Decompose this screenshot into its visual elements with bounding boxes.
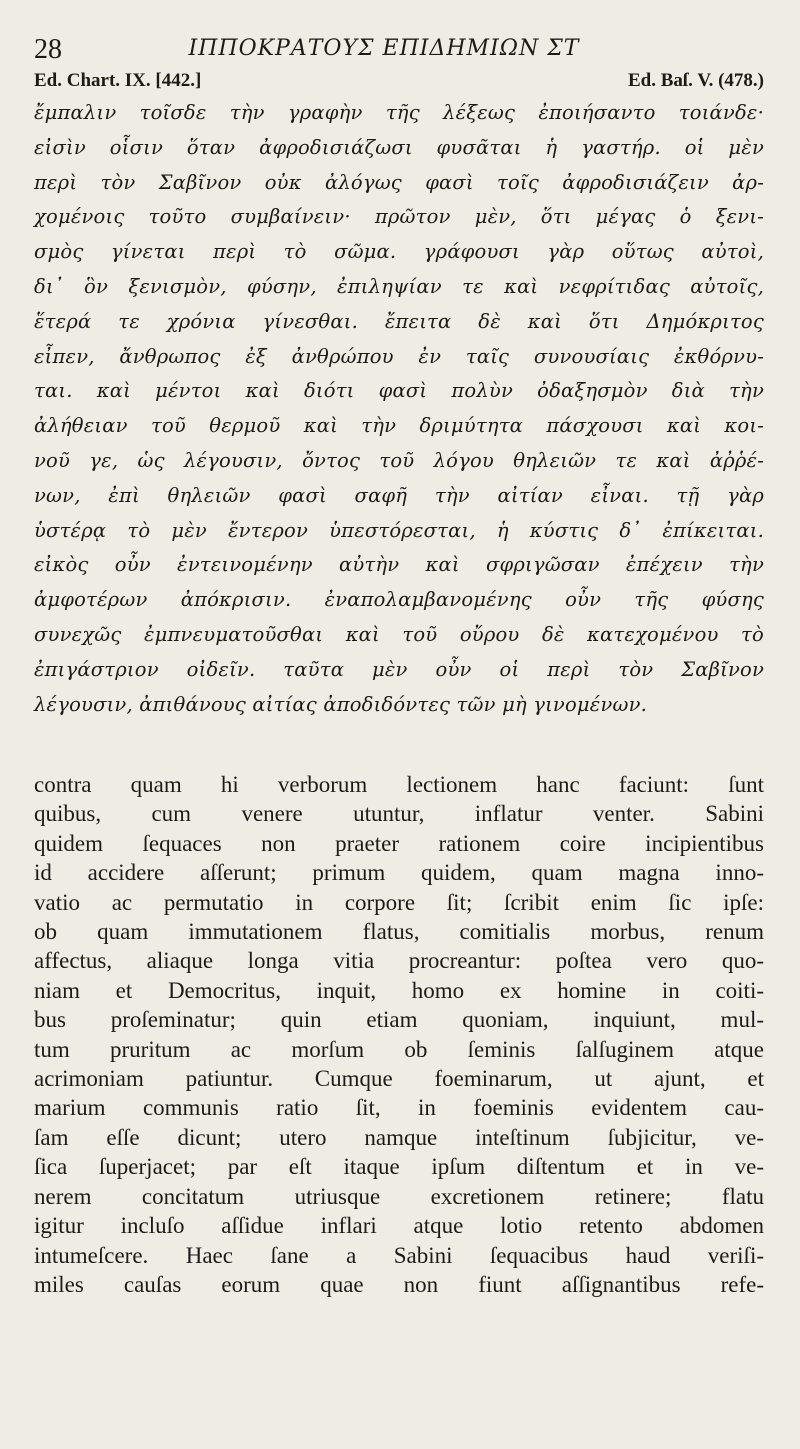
greek-line: νων, ἐπὶ θηλειῶν φασὶ σαφῆ τὴν αἰτίαν εἶναι. τῇ γὰρ xyxy=(34,483,764,507)
greek-line: εἰκὸς οὖν ἐντεινομένην αὐτὴν καὶ σφριγῶσαν ἐπέχειν τὴν xyxy=(34,553,764,577)
greek-line: δι᾽ ὃν ξενισμὸν, φύσην, ἐπιληψίαν τε καὶ νεφρίτιδας αὐτοῖς, xyxy=(34,274,764,298)
greek-text-block xyxy=(34,96,764,722)
latin-line: marium communis ratio ſit, in foeminis evidentem cau- xyxy=(34,1095,764,1121)
latin-line: ſica ſuperjacet; par eſt itaque ipſum diſtentum et in ve- xyxy=(34,1154,764,1180)
greek-line: ἔμπαλιν τοῖσδε τὴν γραφὴν τῆς λέξεως ἐποιήσαντο τοιάνδε· xyxy=(34,101,764,124)
edition-reference-chartier: Ed. Chart. IX. [442.] xyxy=(34,70,202,91)
latin-line: quidem ſequaces non praeter rationem coire incipientibus xyxy=(34,830,764,856)
latin-line: acrimoniam patiuntur. Cumque foeminarum, ut ajunt, et xyxy=(34,1066,764,1092)
greek-line: ται. καὶ μέντοι καὶ διότι φασὶ πολὺν ὀδαξησμὸν διὰ τὴν xyxy=(34,379,764,403)
greek-line: ἐπιγάστριον οἰδεῖν. ταῦτα μὲν οὖν οἱ περὶ τὸν Σαβῖνον xyxy=(34,657,764,681)
latin-line: bus proſeminatur; quin etiam quoniam, inquiunt, mul- xyxy=(34,1007,764,1033)
greek-line: λέγουσιν, ἀπιθάνους αἰτίας ἀποδιδόντες τῶν μὴ γινομένων. xyxy=(34,692,648,716)
latin-text-block xyxy=(34,770,764,1299)
latin-line: ſam eſſe dicunt; utero namque inteſtinum ſubjicitur, ve- xyxy=(34,1124,764,1150)
edition-reference-basel: Ed. Baſ. V. (478.) xyxy=(627,70,764,91)
greek-line: ἀλήθειαν τοῦ θερμοῦ καὶ τὴν δριμύτητα πάσχουσι καὶ κοι- xyxy=(34,414,764,438)
page-header xyxy=(34,34,764,68)
greek-line: εἰσὶν οἷσιν ὅταν ἀφροδισιάζωσι φυσᾶται ἡ γαστήρ. οἱ μὲν xyxy=(34,135,764,159)
latin-line: nerem concitatum utriusque excretionem retinere; flatu xyxy=(34,1183,764,1209)
greek-line: σμὸς γίνεται περὶ τὸ σῶμα. γράφουσι γὰρ οὕτως αὐτοὶ, xyxy=(34,240,764,264)
latin-line: igitur incluſo aſſidue inflari atque lotio retento abdomen xyxy=(34,1213,764,1239)
greek-line: χομένοις τοῦτο συμβαίνειν· πρῶτον μὲν, ὅτι μέγας ὁ ξενι- xyxy=(34,205,764,229)
greek-line: νοῦ γε, ὡς λέγουσιν, ὄντος τοῦ λόγου θηλειῶν τε καὶ ἀῤῥέ- xyxy=(34,448,764,472)
latin-line: niam et Democritus, inquit, homo ex homine in coiti- xyxy=(34,977,764,1003)
greek-line: ἀμφοτέρων ἀπόκρισιν. ἐναπολαμβανομένης οὖν τῆς φύσης xyxy=(34,588,764,612)
latin-line: intumeſcere. Haec ſane a Sabini ſequacibus haud veriſi- xyxy=(34,1242,764,1268)
edition-reference-line xyxy=(34,70,764,96)
greek-line: εἶπεν, ἄνθρωπος ἐξ ἀνθρώπου ἐν ταῖς συνουσίαις ἐκθόρνυ- xyxy=(34,344,764,368)
latin-line: contra quam hi verborum lectionem hanc faciunt: ſunt xyxy=(34,772,764,797)
greek-line: ὑστέρᾳ τὸ μὲν ἔντερον ὑπεστόρεσται, ἡ κύστις δ᾽ ἐπίκειται. xyxy=(34,518,764,542)
latin-line: miles cauſas eorum quae non fiunt aſſignantibus refe- xyxy=(34,1271,764,1297)
latin-line: id accidere aſſerunt; primum quidem, quam magna inno- xyxy=(34,860,764,886)
page-number: 28 xyxy=(34,34,62,65)
latin-line: affectus, aliaque longa vitia procreantur: poſtea vero quo- xyxy=(34,948,764,974)
greek-line: ἕτερά τε χρόνια γίνεσθαι. ἔπειτα δὲ καὶ ὅτι Δημόκριτος xyxy=(34,309,764,333)
latin-line: tum pruritum ac morſum ob ſeminis ſalſuginem atque xyxy=(34,1036,764,1062)
latin-line: quibus, cum venere utuntur, inflatur venter. Sabini xyxy=(34,801,764,827)
latin-line: ob quam immutationem flatus, comitialis morbus, renum xyxy=(34,919,764,945)
latin-line: vatio ac permutatio in corpore ſit; ſcribit enim ſic ipſe: xyxy=(34,889,764,915)
greek-line: περὶ τὸν Σαβῖνον οὐκ ἀλόγως φασὶ τοῖς ἀφροδισιάζειν ἀρ- xyxy=(34,170,764,194)
greek-line: συνεχῶς ἐμπνευματοῦσθαι καὶ τοῦ οὔρου δὲ κατεχομένου τὸ xyxy=(34,622,764,646)
running-title: ΙΠΠΟΚΡΑΤΟΥΣ ΕΠΙΔΗΜΙΩΝ ΣΤ xyxy=(188,36,580,61)
